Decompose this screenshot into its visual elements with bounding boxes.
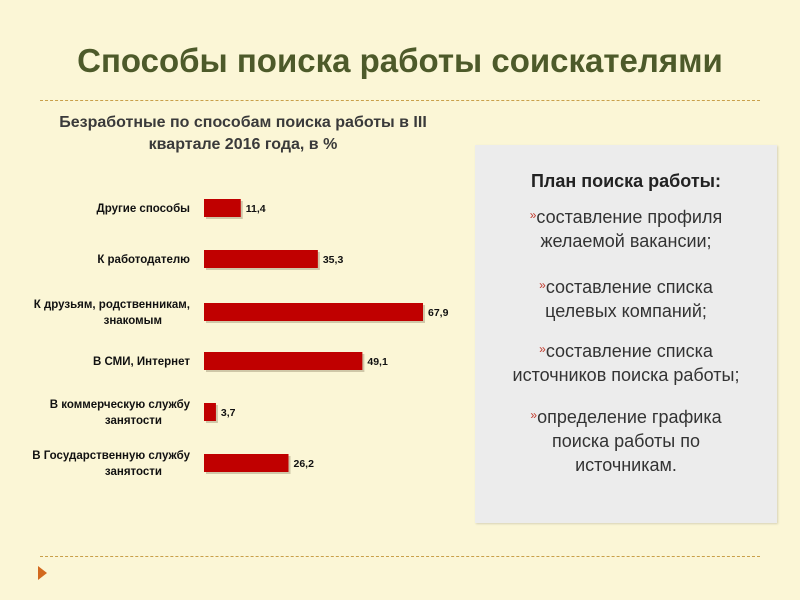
plan-item-line [485,203,767,229]
bar-4 [204,403,216,421]
plan-panel [475,145,777,523]
bar-1 [204,250,318,268]
value-label-2: 67,9 [428,307,449,319]
category-label-line: занятости [104,466,162,478]
category-label-line: Другие способы [96,203,190,215]
plan-item-line [485,453,767,477]
plan-item-text: составление списка [545,341,713,361]
value-label-4: 3,7 [220,407,236,419]
value-label-0: 11,4 [245,203,266,215]
plan-item-1 [485,273,767,323]
bottom-divider [40,556,760,557]
category-label-3 [93,356,190,368]
category-label-line: К друзьям, родственникам, [33,299,190,311]
category-label-line: В СМИ, Интернет [93,356,190,368]
category-label-line: К работодателю [97,254,190,266]
category-label-1 [97,254,190,266]
plan-item-line [485,337,767,363]
chevron-right-icon: » [529,208,537,222]
plan-item-text: составление профиля [536,207,723,227]
plan-item-text: определение графика [537,407,722,427]
category-label-0 [97,203,191,215]
plan-item-2 [485,337,767,387]
value-label-1: 35,3 [322,254,344,266]
plan-item-text: целевых компаний; [545,301,707,321]
plan-item-text: источников поиска работы; [512,365,740,385]
plan-item-text: желаемой вакансии; [540,231,712,251]
category-label-4 [50,399,191,427]
plan-item-line [485,273,767,299]
slide-title: Способы поиска работы соискателями [77,42,723,79]
category-label-line: занятости [104,415,162,427]
plan-item-line [485,363,767,387]
value-label-5: 26,2 [293,458,314,470]
category-label-5 [32,450,190,478]
plan-item-text: поиска работы по [552,431,700,451]
plan-item-line [485,403,767,429]
chevron-right-icon: » [539,342,546,356]
value-label-3: 49,1 [367,356,388,368]
bar-3 [204,352,362,370]
next-slide-arrow-icon[interactable] [38,566,47,580]
category-label-2 [34,299,190,327]
chevron-right-icon: » [530,408,538,422]
plan-item-line [485,299,767,323]
category-label-line: знакомым [103,315,162,327]
bar-0 [204,199,241,217]
plan-title: План поиска работы: [530,171,722,191]
bar-5 [204,454,289,472]
plan-item-3 [485,403,767,477]
plan-item-line [485,229,767,253]
plan-item-text: источникам. [575,455,677,475]
bar-2 [204,303,423,321]
plan-item-0 [485,203,767,253]
plan-item-text: составление списка [545,277,713,297]
category-label-line: В коммерческую службу [49,399,190,411]
chevron-right-icon: » [539,278,546,292]
category-label-line: В Государственную службу [32,450,190,462]
chart-title: Безработные по способам поиска работы в III квартале 2016 года, в % [59,114,427,153]
plan-item-line [485,429,767,453]
